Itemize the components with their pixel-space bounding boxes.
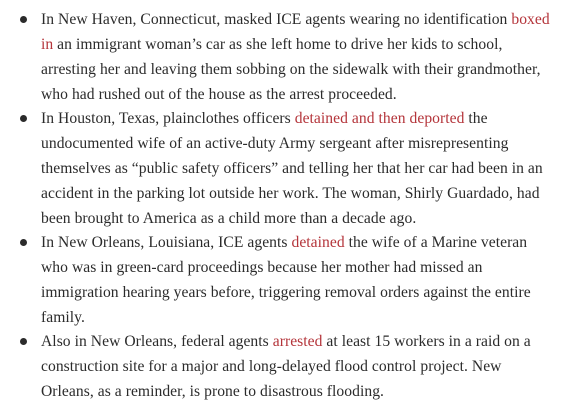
- item-text-after: the undocumented wife of an active-duty Army sergeant after misrepresenting themselves as “public safety officers” and telling her that her car had been in an accident in the parking lot outside her work. The woman, Shirly Guardado, had been brought to America as a child more than a decade ago.: [41, 110, 543, 227]
- bullet-dot: [20, 239, 27, 246]
- item-text-before: In Houston, Texas, plainclothes officers: [41, 110, 295, 127]
- list-item: [41, 106, 551, 231]
- item-text-before: In New Orleans, Louisiana, ICE agents: [41, 234, 292, 251]
- bullet-dot: [20, 16, 27, 23]
- detained-link[interactable]: detained: [291, 234, 345, 251]
- arrested-link[interactable]: arrested: [272, 333, 323, 350]
- list-item: [41, 230, 551, 330]
- bullet-dot: [20, 115, 27, 122]
- item-text-after: an immigrant woman’s car as she left home to drive her kids to school, arresting her and leaving them sobbing on the sidewalk with their grandmother, who had rushed out of the house as the arrest proceeded.: [41, 36, 541, 103]
- list-item: [41, 329, 551, 404]
- item-text-after: at least 15 workers in a raid on a construction site for a major and long-delayed flood control project. New Orleans, as a reminder, is prone to disastrous flooding.: [41, 333, 531, 400]
- detained-and-deported-link[interactable]: detained and then deported: [294, 110, 465, 127]
- boxed-in-link[interactable]: boxed in: [41, 11, 550, 53]
- list-item: [41, 7, 551, 107]
- item-text-before: In New Haven, Connecticut, masked ICE agents wearing no identification: [41, 11, 512, 28]
- bullet-dot: [20, 338, 27, 345]
- item-text-before: Also in New Orleans, federal agents: [41, 333, 273, 350]
- item-text-after: the wife of a Marine veteran who was in green-card proceedings because her mother had missed an immigration hearing years before, triggering removal orders against the entire family.: [41, 234, 531, 326]
